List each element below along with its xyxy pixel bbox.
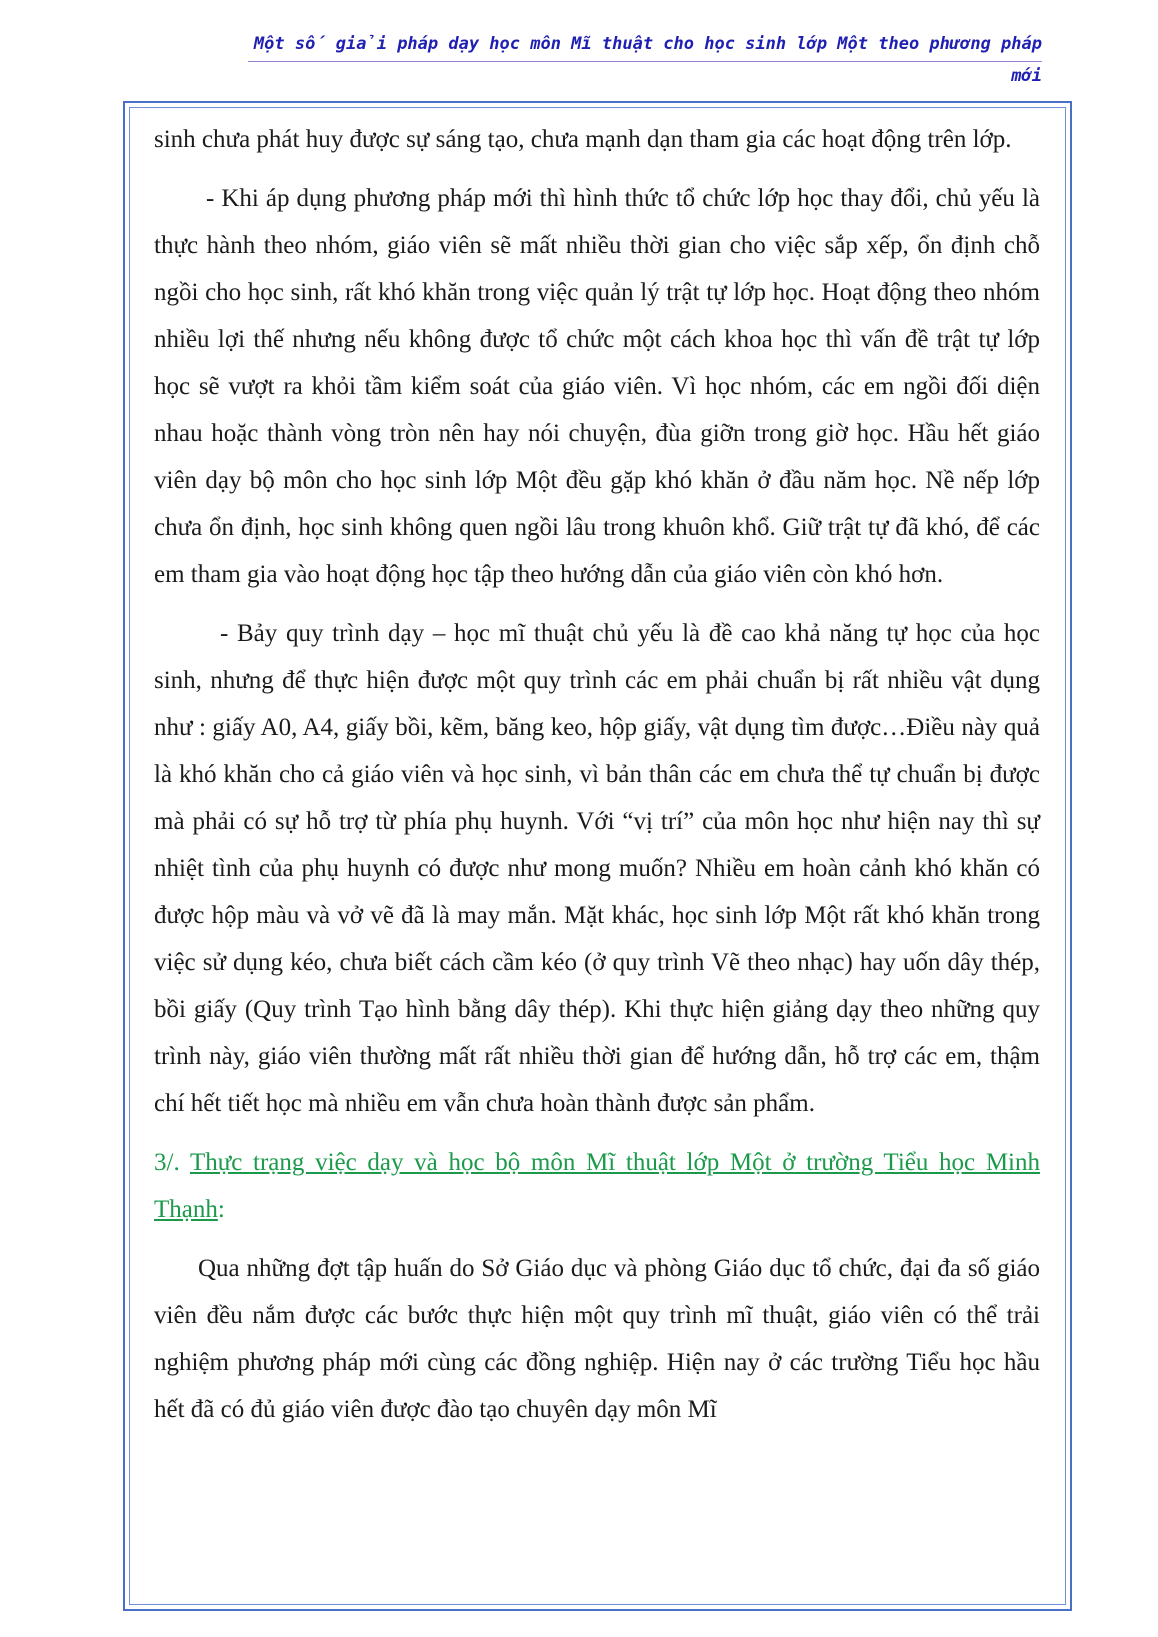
paragraph-group-activities: - Khi áp dụng phương pháp mới thì hình thức tổ chức lớp học thay đổi, chủ yếu là thực hành theo nhóm, giáo viên sẽ mất nhiều thời gian cho việc sắp xếp, ổn định chỗ ngồi cho học sinh, rất khó khăn trong việc quản lý trật tự lớp học. Hoạt động theo nhóm nhiều lợi thế nhưng nếu không được tổ chức một cách khoa học thì vấn đề trật tự lớp học sẽ vượt ra khỏi tầm kiểm soát của giáo viên. Vì học nhóm, các em ngồi đối diện nhau hoặc thành vòng tròn nên hay nói chuyện, đùa giỡn trong giờ học. Hầu hết giáo viên dạy bộ môn cho học sinh lớp Một đều gặp khó khăn ở đầu năm học. Nề nếp lớp chưa ổn định, học sinh không quen ngồi lâu trong khuôn khổ. Giữ trật tự đã khó, để các em tham gia vào hoạt động học tập theo hướng dẫn của giáo viên còn khó hơn. (154, 185, 1040, 588)
paragraph-seven-processes: - Bảy quy trình dạy – học mĩ thuật chủ yếu là đề cao khả năng tự học của học sinh, nhưng để thực hiện được một quy trình các em phải chuẩn bị rất nhiều vật dụng như : giấy A0, A4, giấy bồi, kẽm, băng keo, hộp giấy, vật dụng tìm được…Điều này quả là khó khăn cho cả giáo viên và học sinh, vì bản thân các em chưa thể tự chuẩn bị được mà phải có sự hỗ trợ từ phía phụ huynh. Với “vị trí” của môn học như hiện nay thì sự nhiệt tình của phụ huynh có được như mong muốn? Nhiều em hoàn cảnh khó khăn có được hộp màu và vở vẽ đã là may mắn. Mặt khác, học sinh lớp Một rất khó khăn trong việc sử dụng kéo, chưa biết cách cầm kéo (ở quy trình Vẽ theo nhạc) hay uốn dây thép, bồi giấy (Quy trình Tạo hình bằng dây thép). Khi thực hiện giảng dạy theo những quy trình này, giáo viên thường mất rất nhiều thời gian để hướng dẫn, hỗ trợ các em, thậm chí hết tiết học mà nhiều em vẫn chưa hoàn thành được sản phẩm. (154, 620, 1040, 1117)
header-underline (248, 61, 1042, 62)
section-heading-colon: : (217, 1196, 225, 1223)
header-title-line2: mới (1011, 66, 1042, 86)
document-body (154, 116, 1040, 1445)
running-header (0, 28, 1042, 92)
section-heading-title: Thực trạng việc dạy và học bộ môn Mĩ thuật lớp Một ở trường Tiểu học Minh Thạnh (154, 1149, 1040, 1223)
paragraph-training: Qua những đợt tập huấn do Sở Giáo dục và phòng Giáo dục tổ chức, đại đa số giáo viên đều nắm được các bước thực hiện một quy trình mĩ thuật, giáo viên có thể trải nghiệm phương pháp mới cùng các đồng nghiệp. Hiện nay ở các trường Tiểu học hầu hết đã có đủ giáo viên được đào tạo chuyên dạy môn Mĩ (154, 1255, 1040, 1423)
header-title-line1: Một số giải pháp dạy học môn Mĩ thuật cho học sinh lớp Một theo phương pháp (253, 34, 1042, 54)
paragraph-continuation: sinh chưa phát huy được sự sáng tạo, chưa mạnh dạn tham gia các hoạt động trên lớp. (154, 126, 1012, 153)
section-heading (154, 1139, 1040, 1233)
section-heading-number: 3/. (154, 1149, 190, 1176)
